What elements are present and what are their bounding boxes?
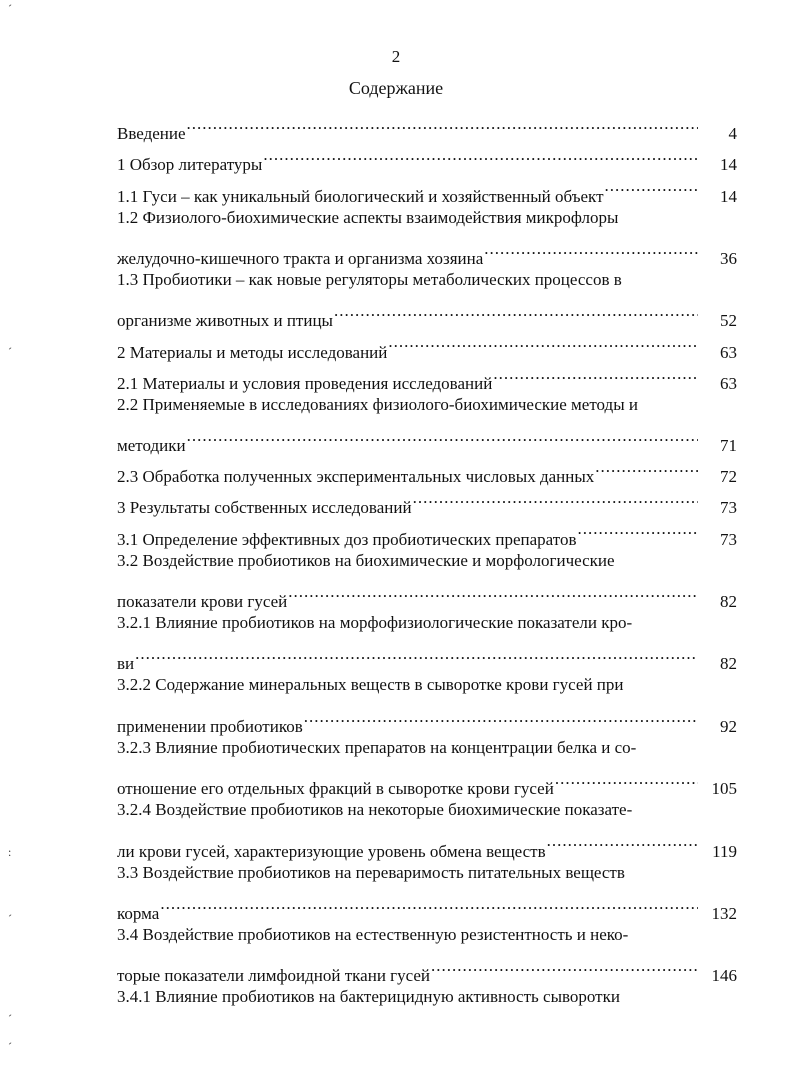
dot-leader <box>187 108 698 139</box>
dot-leader <box>605 170 699 201</box>
toc-page-number: 119 <box>712 841 737 861</box>
toc-entry-line <box>117 420 737 456</box>
toc-page-number: 73 <box>720 498 737 518</box>
toc-entry-text: торые показатели лимфоидной ткани гусей <box>117 966 431 986</box>
toc-page-number: 36 <box>720 248 737 268</box>
toc-page-number: 146 <box>711 966 737 986</box>
scan-mark: : <box>8 845 12 859</box>
toc-page-number: 63 <box>720 373 737 393</box>
toc-page-number: 132 <box>711 903 737 923</box>
scan-mark: ˊ <box>8 345 12 359</box>
dot-leader <box>413 482 698 513</box>
toc-entry-text: отношение его отдельных фракций в сыворотке крови гусей <box>117 779 554 799</box>
dot-leader <box>555 763 698 794</box>
toc-entry-text: 3.4.1 Влияние пробиотиков на бактерицидную активность сыворотки <box>117 987 620 1007</box>
table-of-contents <box>117 108 737 1012</box>
toc-entry-text: 3.2.4 Воздействие пробиотиков на некоторые биохимические показате- <box>117 800 633 820</box>
page-number: 2 <box>391 47 401 66</box>
dot-leader <box>484 233 698 264</box>
toc-entry-text: методики <box>117 436 186 456</box>
toc-entry-line <box>117 233 737 268</box>
toc-entry-line <box>117 202 737 233</box>
dot-leader <box>263 139 698 170</box>
toc-entry-line <box>117 638 737 674</box>
toc-entry-line <box>117 950 737 986</box>
toc-entry-text: ви <box>117 654 135 674</box>
toc-entry-text: применении пробиотиков <box>117 716 303 736</box>
toc-entry-text: желудочно-кишечного тракта и организма хозяина <box>117 248 484 268</box>
toc-entry-text: 3.3 Воздействие пробиотиков на переваримость питательных веществ <box>117 862 625 882</box>
toc-entry-text: 3.2.1 Влияние пробиотиков на морфофизиологические показатели кро- <box>117 613 633 632</box>
toc-page-number: 73 <box>720 529 737 549</box>
toc-entry-line <box>117 108 737 144</box>
toc-entry-text: показатели крови гусей <box>117 592 288 611</box>
dot-leader <box>595 451 698 482</box>
toc-entry-line <box>117 888 737 923</box>
scan-mark: ˊ <box>8 912 12 926</box>
toc-entry-text: 1.2 Физиолого-биохимические аспекты взаимодействия микрофлоры <box>117 207 619 227</box>
toc-entry-text: 1 Обзор литературы <box>117 155 263 175</box>
dot-leader <box>493 358 698 389</box>
toc-entry-text: корма <box>117 903 160 923</box>
toc-entry-line <box>117 139 737 175</box>
toc-entry-text: 3.2.3 Влияние пробиотических препаратов на концентрации белка и со- <box>117 737 637 757</box>
dot-leader <box>288 576 698 607</box>
toc-entry-line <box>117 701 737 736</box>
toc-entry-text: 1.1 Гуси – как уникальный биологический и хозяйственный объект <box>117 186 604 206</box>
toc-entry-text: 3.4 Воздействие пробиотиков на естественную резистентность и неко- <box>117 924 629 944</box>
toc-entry-line <box>117 264 737 295</box>
toc-entry-text: ли крови гусей, характеризующие уровень обмена веществ <box>117 841 546 861</box>
dot-leader <box>334 295 698 326</box>
scan-mark: ˊ <box>8 2 12 16</box>
toc-entry-text: 2 Материалы и методы исследований <box>117 342 388 362</box>
dot-leader <box>304 701 698 732</box>
toc-entry-line <box>117 389 737 420</box>
toc-entry-line <box>117 451 737 487</box>
toc-page-number: 4 <box>728 124 737 144</box>
toc-entry-line <box>117 576 737 611</box>
toc-page-number: 52 <box>720 311 737 331</box>
toc-page-number: 14 <box>720 186 737 206</box>
toc-page-number: 63 <box>720 342 737 362</box>
toc-entry-line <box>117 763 737 799</box>
toc-entry-text: 3.2 Воздействие пробиотиков на биохимические и морфологические <box>117 550 615 570</box>
toc-page-number: 82 <box>720 654 737 674</box>
scan-mark: ˊ <box>8 1012 12 1026</box>
toc-entry-line <box>117 919 737 950</box>
toc-entry-line <box>117 607 737 638</box>
dot-leader <box>388 326 698 357</box>
toc-entry-text: Введение <box>117 124 186 144</box>
toc-entry-text: 2.3 Обработка полученных экспериментальных числовых данных <box>117 467 595 487</box>
toc-entry-text: 3 Результаты собственных исследований <box>117 498 412 518</box>
toc-entry-line <box>117 857 737 888</box>
dot-leader <box>160 888 698 919</box>
toc-page-number: 72 <box>720 467 737 487</box>
toc-title: Содержание <box>348 78 444 98</box>
scan-mark: ˊ <box>8 1040 12 1054</box>
dot-leader <box>431 950 698 981</box>
toc-page-number: 92 <box>720 716 737 736</box>
dot-leader <box>135 638 698 669</box>
toc-entry-text: 3.2.2 Содержание минеральных веществ в сыворотке крови гусей при <box>117 675 624 695</box>
dot-leader <box>578 513 699 544</box>
toc-entry-line <box>117 669 737 700</box>
dot-leader <box>547 825 698 856</box>
toc-entry-text: 3.1 Определение эффективных доз пробиотических препаратов <box>117 529 577 549</box>
toc-entry-text: 1.3 Пробиотики – как новые регуляторы метаболических процессов в <box>117 269 622 289</box>
toc-page-number: 82 <box>720 592 737 611</box>
toc-entry-line <box>117 825 737 861</box>
dot-leader <box>187 420 698 451</box>
toc-page-number: 14 <box>720 155 737 175</box>
toc-entry-line <box>117 732 737 763</box>
toc-entry-text: 2.1 Материалы и условия проведения исследований <box>117 373 493 393</box>
toc-page-number: 105 <box>711 779 737 799</box>
toc-entry-line <box>117 295 737 331</box>
toc-entry-line <box>117 981 737 1012</box>
toc-entry-line <box>117 794 737 825</box>
toc-entry-text: 2.2 Применяемые в исследованиях физиолого-биохимические методы и <box>117 394 638 414</box>
toc-page-number: 71 <box>720 436 737 456</box>
toc-entry-text: организме животных и птицы <box>117 311 333 331</box>
toc-entry-line <box>117 545 737 576</box>
